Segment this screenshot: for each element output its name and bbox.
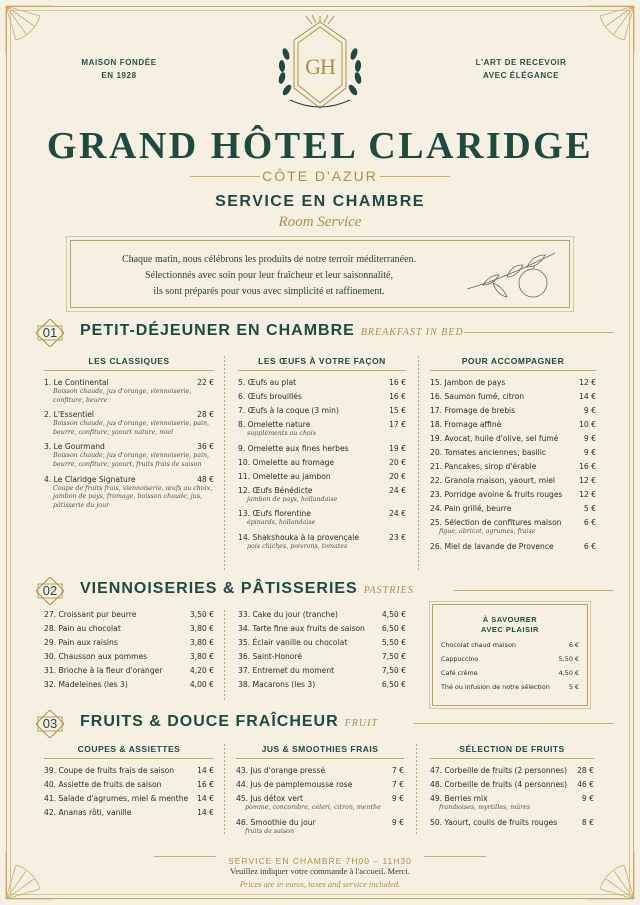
menu-item	[430, 420, 596, 429]
menu-item-label: 2. L'Essentiel	[44, 410, 95, 420]
column-juices	[236, 744, 404, 841]
menu-item	[430, 490, 596, 499]
menu-item-price: 22 €	[197, 378, 214, 387]
price-note: Prices are in euros, taxes and service included.	[239, 879, 401, 889]
menu-item-label: 46. Smoothie du jour	[236, 817, 316, 827]
menu-item-label: 44. Jus de pamplemousse rose	[236, 780, 353, 789]
column-heading: LES ŒUFS À VOTRE FAÇON	[238, 356, 406, 371]
menu-item	[44, 624, 214, 633]
menu-item-label: 34. Tarte fine aux fruits de saison	[238, 624, 365, 633]
menu-item-price: 20 €	[389, 457, 406, 467]
menu-item-label: 8. Omelette nature	[238, 420, 311, 429]
menu-item-row	[430, 476, 596, 485]
menu-item-label: 28. Pain au chocolat	[44, 624, 121, 633]
menu-item-row	[44, 475, 214, 484]
column-heading: COUPES & ASSIETTES	[44, 744, 214, 759]
menu-item	[430, 392, 596, 401]
menu-item-row	[238, 652, 406, 661]
menu-item-row	[430, 392, 596, 401]
menu-item-label: 21. Pancakes, sirop d'érable	[430, 462, 537, 471]
menu-item-label: 27. Croissant pur beurre	[44, 610, 137, 619]
service-hours: SERVICE EN CHAMBRE 7H00 – 11H30	[228, 856, 412, 866]
menu-item	[44, 808, 214, 817]
menu-item-price: 15 €	[389, 406, 406, 415]
menu-item-row	[44, 780, 214, 789]
menu-item-price: 9 €	[581, 794, 594, 803]
menu-item-price: 7,50 €	[381, 652, 406, 661]
menu-item-label: 17. Fromage de brebis	[430, 406, 516, 415]
hotel-name: GRAND HÔTEL CLARIDGE	[46, 125, 594, 167]
menu-item-row	[430, 448, 596, 457]
menu-item-price: 19 €	[389, 443, 406, 453]
founded-note: MAISON FONDÉE EN 1928	[81, 58, 157, 80]
menu-item-price: 9 €	[583, 448, 596, 457]
region-subtitle: CÔTE D'AZUR	[262, 168, 378, 184]
menu-item	[430, 434, 596, 443]
menu-item-price: 9 €	[583, 406, 596, 415]
menu-item-row	[236, 780, 404, 789]
menu-item-label: 29. Pain aux raisins	[44, 638, 118, 647]
art-of-hosting-note: L'ART DE RECEVOIR AVEC ÉLÉGANCE	[475, 58, 567, 80]
menu-item-label: 35. Éclair vanille ou chocolat	[238, 638, 348, 647]
menu-item-price: 4,20 €	[189, 666, 214, 675]
section-number: 01	[42, 325, 58, 340]
menu-item-row	[238, 533, 406, 542]
menu-item	[44, 410, 214, 437]
column-pastries-1	[44, 610, 214, 694]
column-divider	[416, 744, 417, 834]
menu-item	[430, 406, 596, 415]
menu-item	[44, 780, 214, 789]
menu-item-label: 37. Entremet du moment	[238, 666, 335, 675]
order-note: Veuillez indiquer votre commande à l'accueil. Merci.	[230, 866, 410, 876]
menu-item-label: 42. Ananas rôti, vanille	[44, 808, 132, 817]
menu-item-price: 28 €	[577, 766, 594, 775]
menu-item-price: 9 €	[391, 817, 404, 827]
menu-item-label: 6. Œufs brouillés	[238, 392, 302, 401]
menu-item-price: 6,50 €	[381, 624, 406, 633]
menu-item-row	[238, 638, 406, 647]
menu-item	[44, 442, 214, 469]
menu-item-price: 48 €	[197, 474, 214, 484]
drink-item	[441, 655, 579, 663]
lemon-branch-icon	[463, 245, 563, 305]
menu-item-label: 24. Pain grillé, beurre	[430, 504, 512, 513]
menu-item-price: 3,80 €	[189, 638, 214, 647]
menu-item-description: pomme, concombre, céleri, citron, menthe	[245, 804, 381, 811]
menu-item-row	[44, 794, 214, 803]
menu-item	[44, 652, 214, 661]
subtitle-row	[0, 166, 640, 186]
menu-item	[44, 680, 214, 689]
menu-item-price: 14 €	[197, 766, 214, 775]
menu-item	[430, 542, 596, 551]
menu-item	[236, 780, 404, 789]
menu-item-label: 12. Œufs Bénédicte	[238, 485, 313, 495]
menu-item-row	[430, 818, 594, 827]
menu-item-price: 17 €	[389, 420, 406, 429]
menu-item	[44, 378, 214, 405]
section-title: FRUITS & DOUCE FRAÎCHEUR FRUIT	[80, 713, 379, 730]
menu-item-price: 9 €	[391, 794, 404, 803]
section-title: VIENNOISERIES & PÂTISSERIES PASTRIES	[80, 580, 414, 597]
menu-item-price: 7 €	[391, 766, 404, 775]
menu-item-price: 6 €	[583, 541, 596, 551]
menu-item-row	[430, 794, 594, 803]
drink-label: Thé ou infusion de notre sélection	[441, 683, 550, 691]
menu-item	[238, 652, 406, 661]
menu-item-price: 12 €	[579, 490, 596, 499]
column-classics	[44, 356, 214, 515]
menu-item	[430, 766, 594, 775]
menu-item-price: 4,50 €	[381, 610, 406, 619]
menu-item-row	[44, 666, 214, 675]
menu-item-row	[430, 542, 596, 551]
menu-item-row	[238, 610, 406, 619]
menu-item	[236, 794, 404, 813]
menu-item-price: 3,80 €	[189, 652, 214, 661]
column-divider	[224, 356, 225, 570]
menu-item-label: 13. Œufs florentine	[238, 509, 311, 519]
menu-item	[44, 638, 214, 647]
menu-item-price: 16 €	[579, 462, 596, 471]
menu-item	[430, 794, 594, 813]
menu-item-price: 3,50 €	[189, 610, 214, 619]
menu-item-row	[238, 378, 406, 387]
menu-item-row	[44, 610, 214, 619]
section-number: 02	[42, 583, 58, 598]
menu-item	[430, 818, 594, 827]
menu-item-row	[430, 504, 596, 513]
menu-item-label: 49. Berries mix	[430, 794, 488, 803]
item-list	[236, 766, 404, 836]
section-rule	[414, 723, 614, 724]
menu-item-label: 36. Saint-Honoré	[238, 652, 303, 661]
item-list	[238, 610, 406, 689]
menu-item	[238, 458, 406, 467]
menu-item-label: 19. Avocat, huile d'olive, sel fumé	[430, 434, 559, 443]
menu-item-label: 5. Œufs au plat	[238, 378, 297, 387]
menu-item	[238, 420, 406, 439]
corner-ornament-icon	[580, 0, 640, 60]
savour-box	[432, 604, 588, 706]
menu-item-description: fruits de saison	[245, 827, 295, 835]
menu-item-description: jambon de pays, hollandaise	[247, 495, 338, 503]
menu-item	[238, 378, 406, 387]
hotel-crest	[250, 14, 390, 120]
divider	[190, 176, 260, 177]
menu-item	[238, 509, 406, 528]
menu-item	[238, 624, 406, 633]
section-breakfast-header	[34, 317, 614, 349]
column-heading: SÉLECTION DE FRUITS	[430, 744, 594, 759]
drink-price: 5 €	[568, 683, 579, 691]
drink-item	[441, 683, 579, 691]
menu-item	[238, 533, 406, 552]
menu-item	[430, 462, 596, 471]
column-sides	[430, 356, 596, 556]
menu-item-label: 11. Omelette au jambon	[238, 471, 331, 481]
menu-item-row	[238, 392, 406, 401]
menu-item-description: Boisson chaude, jus d'orange, viennoiserie, pain, beurre, confiture, yaourt, fruits frais de saison	[53, 452, 210, 468]
menu-item-label: 10. Omelette au fromage	[238, 457, 335, 467]
menu-item-row	[238, 458, 406, 467]
savour-list	[441, 641, 579, 691]
menu-item-row	[238, 624, 406, 633]
menu-item-row	[44, 410, 214, 419]
menu-item-label: 38. Macarons (les 3)	[238, 680, 316, 689]
drink-label: Café crème	[441, 669, 478, 677]
menu-item	[238, 666, 406, 675]
menu-item-label: 43. Jus d'orange pressé	[236, 766, 325, 775]
menu-item-price: 24 €	[389, 509, 406, 519]
divider	[380, 176, 450, 177]
section-rule	[464, 332, 614, 333]
menu-item-description: framboises, myrtilles, mûres	[439, 804, 531, 811]
menu-item-price: 3,80 €	[189, 624, 214, 633]
menu-item-price: 6 €	[583, 518, 596, 527]
menu-item-label: 22. Granola maison, yaourt, miel	[430, 476, 556, 485]
menu-item	[430, 504, 596, 513]
menu-item-price: 9 €	[583, 434, 596, 443]
item-list	[430, 766, 594, 827]
menu-item	[238, 610, 406, 619]
menu-item-label: 48. Corbeille de fruits (4 personnes)	[430, 780, 568, 789]
menu-item-price: 12 €	[579, 378, 596, 387]
menu-item-label: 25. Sélection de confitures maison	[430, 518, 562, 527]
menu-item-price: 14 €	[197, 794, 214, 803]
column-heading: POUR ACCOMPAGNER	[430, 356, 596, 371]
menu-item	[44, 666, 214, 675]
menu-item	[238, 638, 406, 647]
drink-price: 4,50 €	[558, 669, 579, 677]
menu-item-description: Boisson chaude, jus d'orange, viennoiserie, pain, beurre, confiture, yaourt nature, miel	[53, 420, 210, 436]
column-divider	[224, 744, 225, 834]
section-pastries-header	[34, 575, 614, 607]
menu-item-label: 23. Porridge avoine & fruits rouges	[430, 490, 563, 499]
menu-item-description: Boisson chaude, jus d'orange, viennoiserie, confiture, beurre	[53, 388, 192, 404]
menu-item-row	[430, 434, 596, 443]
menu-item-description: figue, abricot, agrumes, fraise	[439, 528, 536, 535]
menu-item	[430, 476, 596, 485]
menu-item	[238, 444, 406, 453]
drink-label: Cappuccino	[441, 655, 479, 663]
menu-item	[430, 780, 594, 789]
menu-item-label: 45. Jus détox vert	[236, 794, 303, 803]
column-heading: JUS & SMOOTHIES FRAIS	[236, 744, 404, 759]
column-bowls	[44, 744, 214, 822]
menu-item-description: épinards, hollandaise	[247, 519, 316, 527]
menu-item-row	[44, 442, 214, 451]
item-list	[44, 378, 214, 510]
drink-price: 5,50 €	[558, 655, 579, 663]
section-number-badge-icon	[36, 577, 64, 605]
menu-item	[44, 766, 214, 775]
menu-item-price: 28 €	[197, 410, 214, 420]
column-fruit-selection	[430, 744, 594, 832]
menu-item-row	[430, 420, 596, 429]
menu-item-label: 40. Assiette de fruits de saison	[44, 780, 162, 789]
service-title: SERVICE EN CHAMBRE	[215, 193, 425, 210]
menu-item-row	[44, 766, 214, 775]
menu-item-row	[238, 509, 406, 518]
menu-item-price: 16 €	[389, 392, 406, 401]
menu-item-label: 33. Cake du jour (tranche)	[238, 610, 338, 619]
drink-item	[441, 669, 579, 677]
menu-item-price: 8 €	[581, 817, 594, 827]
menu-item-label: 41. Salade d'agrumes, miel & menthe	[44, 794, 189, 803]
column-divider	[418, 356, 419, 570]
section-fruit-header	[34, 708, 614, 740]
item-list	[44, 610, 214, 689]
column-heading: LES CLASSIQUES	[44, 356, 214, 371]
menu-item-label: 30. Chausson aux pommes	[44, 652, 148, 661]
section-number-badge-icon	[36, 710, 64, 738]
menu-item-label: 3. Le Gourmand	[44, 442, 105, 452]
menu-item-price: 7,50 €	[381, 666, 406, 675]
menu-item-label: 47. Corbeille de fruits (2 personnes)	[430, 766, 568, 775]
menu-item-description: suppléments au choix	[247, 430, 317, 437]
menu-item-label: 20. Tomates anciennes, basilic	[430, 448, 546, 457]
menu-item-row	[238, 444, 406, 453]
menu-item-price: 46 €	[577, 780, 594, 789]
menu-item-label: 15. Jambon de pays	[430, 378, 506, 387]
menu-item-description: pois chiches, poivrons, tomates	[247, 542, 348, 550]
menu-item	[238, 486, 406, 505]
drink-item	[441, 641, 579, 649]
menu-item	[238, 392, 406, 401]
item-list	[238, 378, 406, 551]
menu-item	[430, 378, 596, 387]
menu-item-row	[236, 766, 404, 775]
menu-item-price: 5,50 €	[381, 638, 406, 647]
savour-title: À SAVOURER AVEC PLAISIR	[481, 615, 539, 634]
menu-item-price: 4,00 €	[189, 680, 214, 689]
section-title: PETIT-DÉJEUNER EN CHAMBRE BREAKFAST IN BED	[80, 322, 464, 339]
column-eggs	[238, 356, 406, 556]
menu-item-label: 9. Omelette aux fines herbes	[238, 443, 349, 453]
menu-item-price: 12 €	[579, 476, 596, 485]
menu-item	[430, 518, 596, 537]
drink-price: 6 €	[568, 641, 579, 649]
menu-item-row	[236, 818, 404, 827]
service-subtitle: Room Service	[278, 214, 362, 230]
menu-item-price: 14 €	[579, 392, 596, 401]
menu-item-row	[430, 490, 596, 499]
section-rule	[454, 590, 614, 591]
menu-item-label: 1. Le Continental	[44, 378, 109, 387]
item-list	[44, 766, 214, 817]
menu-item-row	[238, 406, 406, 415]
menu-item-description: Coupe de fruits frais, viennoiserie, œufs au choix, jambon de pays, fromage, boisson chaude, jus, pâtisserie du jour	[53, 484, 213, 509]
divider	[424, 856, 486, 857]
menu-item-label: 7. Œufs à la coque (3 min)	[238, 406, 339, 415]
menu-item-label: 4. Le Claridge Signature	[44, 474, 136, 484]
menu-item	[236, 766, 404, 775]
menu-item	[44, 610, 214, 619]
monogram: GH	[305, 54, 335, 79]
menu-item-price: 10 €	[579, 420, 596, 429]
menu-item-row	[430, 406, 596, 415]
menu-item-price: 23 €	[389, 532, 406, 542]
menu-item	[236, 818, 404, 837]
drink-label: Chocolat chaud maison	[441, 641, 516, 649]
menu-item-row	[430, 780, 594, 789]
menu-item-row	[44, 624, 214, 633]
menu-item-row	[430, 766, 594, 775]
column-divider	[224, 610, 225, 700]
menu-item-price: 36 €	[197, 442, 214, 452]
menu-item	[238, 680, 406, 689]
menu-item-label: 14. Shakshouka à la provençale	[238, 532, 359, 542]
footer-hours-row	[0, 849, 640, 865]
menu-item-row	[238, 472, 406, 481]
menu-item-price: 5 €	[583, 504, 596, 513]
menu-item-label: 32. Madeleines (les 3)	[44, 680, 128, 689]
menu-item-price: 14 €	[197, 808, 214, 817]
section-number: 03	[42, 716, 58, 731]
intro-text: Chaque matin, nous célébrons les produits de notre terroir méditerranéen. Sélectionnés avec soin pour leur fraîcheur et leur saisonnalité, ils sont préparés pour vous avec simplicité et raffinement.	[121, 254, 417, 297]
menu-item-label: 31. Brioche à la fleur d'oranger	[44, 666, 163, 675]
menu-item-row	[44, 378, 214, 387]
menu-item-price: 16 €	[389, 378, 406, 387]
menu-item	[430, 448, 596, 457]
intro-box	[70, 240, 570, 308]
section-number-badge-icon	[36, 319, 64, 347]
menu-item-row	[238, 666, 406, 675]
menu-item-label: 26. Miel de lavande de Provence	[430, 541, 554, 551]
menu-item-price: 6,50 €	[381, 680, 406, 689]
menu-item	[238, 406, 406, 415]
menu-item-price: 16 €	[197, 780, 214, 789]
menu-item-row	[430, 518, 596, 527]
menu-item	[238, 472, 406, 481]
menu-item-row	[238, 420, 406, 429]
menu-item-label: 16. Saumon fumé, citron	[430, 392, 525, 401]
column-pastries-2	[238, 610, 406, 694]
menu-item-price: 20 €	[389, 471, 406, 481]
divider	[154, 856, 216, 857]
menu-item	[44, 794, 214, 803]
menu-item-label: 39. Coupe de fruits frais de saison	[44, 766, 175, 775]
item-list	[430, 378, 596, 551]
menu-item-row	[44, 652, 214, 661]
menu-item-row	[44, 808, 214, 817]
corner-ornament-icon	[0, 0, 60, 60]
menu-item-row	[44, 680, 214, 689]
menu-item	[44, 475, 214, 511]
menu-item-row	[44, 638, 214, 647]
menu-item-row	[430, 378, 596, 387]
menu-item-label: 50. Yaourt, coulis de fruits rouges	[430, 817, 558, 827]
menu-item-row	[238, 680, 406, 689]
menu-item-row	[238, 486, 406, 495]
menu-item-price: 7 €	[391, 780, 404, 789]
menu-item-row	[236, 794, 404, 803]
menu-item-row	[430, 462, 596, 471]
menu-item-label: 18. Fromage affiné	[430, 420, 502, 429]
menu-item-price: 24 €	[389, 485, 406, 495]
